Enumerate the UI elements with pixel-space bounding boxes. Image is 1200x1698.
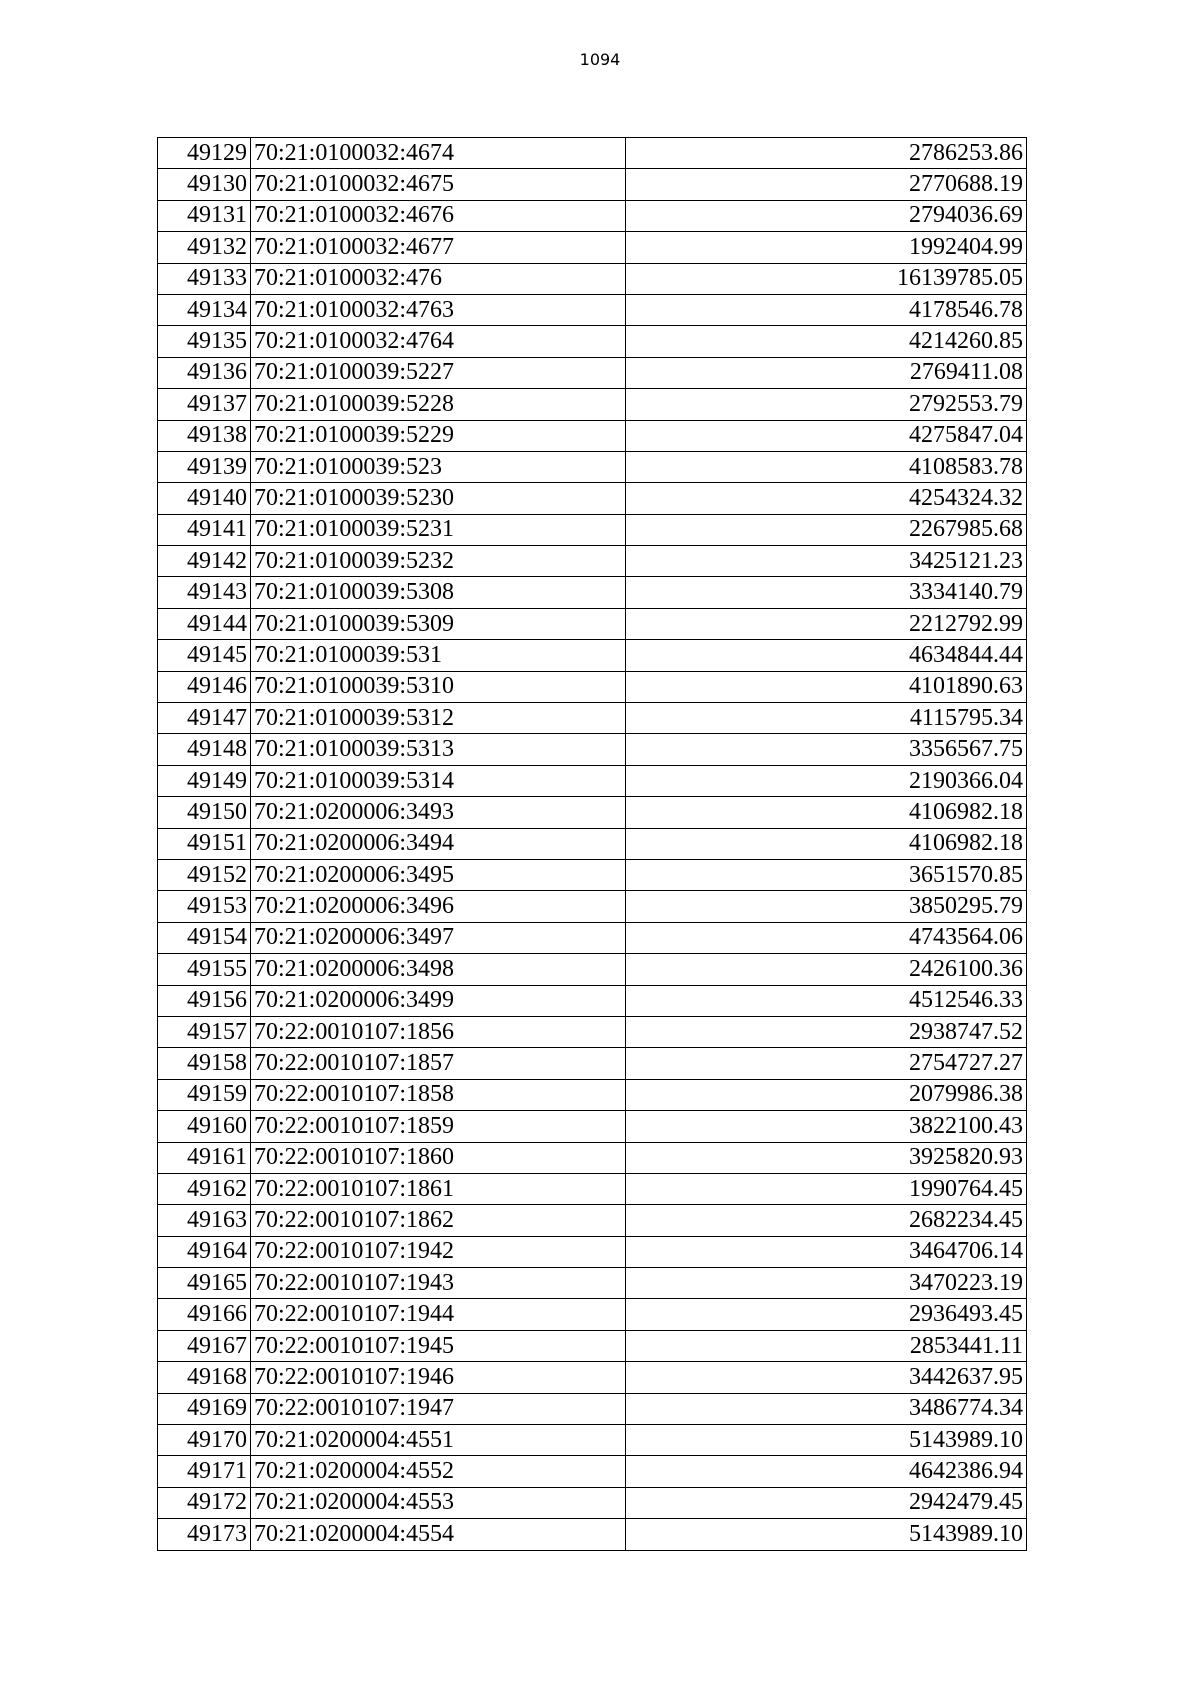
cadastral-number-cell: 70:21:0200006:3495 [251,859,626,890]
table-row [158,954,1027,985]
table-row [158,1519,1027,1550]
value-cell: 4106982.18 [626,828,1027,859]
cadastral-number-cell: 70:21:0100032:4677 [251,232,626,263]
cadastral-number-cell: 70:22:0010107:1862 [251,1205,626,1236]
table-row [158,828,1027,859]
row-number-cell: 49157 [158,1016,251,1047]
row-number-cell: 49153 [158,891,251,922]
cadastral-number-cell: 70:21:0200004:4553 [251,1487,626,1518]
row-number-cell: 49172 [158,1487,251,1518]
value-cell: 2079986.38 [626,1079,1027,1110]
table-row [158,483,1027,514]
row-number-cell: 49144 [158,608,251,639]
row-number-cell: 49132 [158,232,251,263]
row-number-cell: 49170 [158,1425,251,1456]
table-row [158,546,1027,577]
row-number-cell: 49134 [158,294,251,325]
row-number-cell: 49148 [158,734,251,765]
table-row [158,263,1027,294]
value-cell: 2769411.08 [626,357,1027,388]
value-cell: 3651570.85 [626,859,1027,890]
cadastral-number-cell: 70:21:0200006:3496 [251,891,626,922]
data-table [157,137,1027,1551]
table-row [158,1173,1027,1204]
row-number-cell: 49135 [158,326,251,357]
value-cell: 3850295.79 [626,891,1027,922]
table-row [158,765,1027,796]
table-row [158,1205,1027,1236]
row-number-cell: 49152 [158,859,251,890]
cadastral-number-cell: 70:21:0100039:523 [251,451,626,482]
value-cell: 3486774.34 [626,1393,1027,1424]
cadastral-number-cell: 70:21:0100039:5308 [251,577,626,608]
row-number-cell: 49129 [158,138,251,169]
row-number-cell: 49158 [158,1048,251,1079]
row-number-cell: 49165 [158,1268,251,1299]
cadastral-number-cell: 70:21:0100032:476 [251,263,626,294]
cadastral-number-cell: 70:22:0010107:1943 [251,1268,626,1299]
table-row [158,985,1027,1016]
table-row [158,1268,1027,1299]
value-cell: 1990764.45 [626,1173,1027,1204]
table-row [158,577,1027,608]
cadastral-number-cell: 70:21:0100039:5231 [251,514,626,545]
row-number-cell: 49133 [158,263,251,294]
table-row [158,294,1027,325]
table-row [158,608,1027,639]
cadastral-number-cell: 70:21:0200004:4554 [251,1519,626,1550]
cadastral-number-cell: 70:21:0100032:4675 [251,169,626,200]
value-cell: 2190366.04 [626,765,1027,796]
row-number-cell: 49130 [158,169,251,200]
table-row [158,1079,1027,1110]
row-number-cell: 49159 [158,1079,251,1110]
value-cell: 4642386.94 [626,1456,1027,1487]
value-cell: 4254324.32 [626,483,1027,514]
value-cell: 2853441.11 [626,1330,1027,1361]
value-cell: 3464706.14 [626,1236,1027,1267]
table-row [158,138,1027,169]
table-row [158,1330,1027,1361]
table-row [158,891,1027,922]
value-cell: 2426100.36 [626,954,1027,985]
cadastral-number-cell: 70:21:0100039:5310 [251,671,626,702]
table-row [158,1362,1027,1393]
value-cell: 2754727.27 [626,1048,1027,1079]
cadastral-number-cell: 70:21:0100032:4674 [251,138,626,169]
cadastral-number-cell: 70:21:0200004:4552 [251,1456,626,1487]
value-cell: 3822100.43 [626,1111,1027,1142]
value-cell: 2682234.45 [626,1205,1027,1236]
table-row [158,1048,1027,1079]
table-row [158,1487,1027,1518]
table-row [158,200,1027,231]
row-number-cell: 49154 [158,922,251,953]
cadastral-number-cell: 70:21:0100039:5228 [251,389,626,420]
cadastral-number-cell: 70:21:0100032:4763 [251,294,626,325]
row-number-cell: 49145 [158,640,251,671]
cadastral-number-cell: 70:22:0010107:1860 [251,1142,626,1173]
value-cell: 3356567.75 [626,734,1027,765]
cadastral-number-cell: 70:21:0200004:4551 [251,1425,626,1456]
table-row [158,859,1027,890]
value-cell: 4106982.18 [626,797,1027,828]
table-row [158,1142,1027,1173]
cadastral-number-cell: 70:21:0200006:3493 [251,797,626,828]
row-number-cell: 49155 [158,954,251,985]
table-row [158,232,1027,263]
cadastral-number-cell: 70:21:0200006:3499 [251,985,626,1016]
table-row [158,451,1027,482]
row-number-cell: 49140 [158,483,251,514]
value-cell: 3925820.93 [626,1142,1027,1173]
table-row [158,671,1027,702]
row-number-cell: 49138 [158,420,251,451]
value-cell: 4101890.63 [626,671,1027,702]
cadastral-number-cell: 70:21:0100039:5229 [251,420,626,451]
table-row [158,389,1027,420]
row-number-cell: 49143 [158,577,251,608]
value-cell: 5143989.10 [626,1425,1027,1456]
table-row [158,514,1027,545]
value-cell: 3442637.95 [626,1362,1027,1393]
row-number-cell: 49137 [158,389,251,420]
value-cell: 4512546.33 [626,985,1027,1016]
row-number-cell: 49167 [158,1330,251,1361]
cadastral-number-cell: 70:22:0010107:1859 [251,1111,626,1142]
row-number-cell: 49163 [158,1205,251,1236]
row-number-cell: 49147 [158,703,251,734]
cadastral-number-cell: 70:21:0200006:3497 [251,922,626,953]
cadastral-number-cell: 70:21:0100039:5313 [251,734,626,765]
page-number: 1094 [579,50,621,69]
value-cell: 16139785.05 [626,263,1027,294]
row-number-cell: 49151 [158,828,251,859]
table-row [158,169,1027,200]
cadastral-number-cell: 70:21:0100039:5314 [251,765,626,796]
cadastral-number-cell: 70:22:0010107:1942 [251,1236,626,1267]
table-row [158,357,1027,388]
value-cell: 1992404.99 [626,232,1027,263]
row-number-cell: 49160 [158,1111,251,1142]
value-cell: 4743564.06 [626,922,1027,953]
value-cell: 2794036.69 [626,200,1027,231]
cadastral-number-cell: 70:22:0010107:1947 [251,1393,626,1424]
row-number-cell: 49131 [158,200,251,231]
value-cell: 4108583.78 [626,451,1027,482]
value-cell: 4214260.85 [626,326,1027,357]
cadastral-number-cell: 70:21:0100032:4764 [251,326,626,357]
value-cell: 2942479.45 [626,1487,1027,1518]
cadastral-number-cell: 70:21:0200006:3498 [251,954,626,985]
cadastral-number-cell: 70:21:0200006:3494 [251,828,626,859]
cadastral-number-cell: 70:21:0100039:5227 [251,357,626,388]
table-body [158,138,1027,1551]
cadastral-number-cell: 70:21:0100039:531 [251,640,626,671]
cadastral-number-cell: 70:22:0010107:1945 [251,1330,626,1361]
table-row [158,1236,1027,1267]
row-number-cell: 49156 [158,985,251,1016]
value-cell: 3425121.23 [626,546,1027,577]
cadastral-number-cell: 70:21:0100039:5230 [251,483,626,514]
row-number-cell: 49146 [158,671,251,702]
value-cell: 3470223.19 [626,1268,1027,1299]
row-number-cell: 49142 [158,546,251,577]
value-cell: 4634844.44 [626,640,1027,671]
table-row [158,640,1027,671]
cadastral-number-cell: 70:22:0010107:1861 [251,1173,626,1204]
value-cell: 2936493.45 [626,1299,1027,1330]
value-cell: 2938747.52 [626,1016,1027,1047]
row-number-cell: 49139 [158,451,251,482]
value-cell: 2792553.79 [626,389,1027,420]
row-number-cell: 49166 [158,1299,251,1330]
table-row [158,1111,1027,1142]
value-cell: 4115795.34 [626,703,1027,734]
table-row [158,1425,1027,1456]
table-row [158,1393,1027,1424]
cadastral-number-cell: 70:21:0100039:5232 [251,546,626,577]
value-cell: 4178546.78 [626,294,1027,325]
value-cell: 2786253.86 [626,138,1027,169]
cadastral-number-cell: 70:21:0100039:5309 [251,608,626,639]
cadastral-number-cell: 70:22:0010107:1856 [251,1016,626,1047]
row-number-cell: 49149 [158,765,251,796]
table-row [158,797,1027,828]
table-row [158,1016,1027,1047]
row-number-cell: 49173 [158,1519,251,1550]
row-number-cell: 49168 [158,1362,251,1393]
row-number-cell: 49164 [158,1236,251,1267]
table-row [158,1456,1027,1487]
cadastral-number-cell: 70:22:0010107:1857 [251,1048,626,1079]
row-number-cell: 49169 [158,1393,251,1424]
table-row [158,703,1027,734]
value-cell: 4275847.04 [626,420,1027,451]
value-cell: 2267985.68 [626,514,1027,545]
row-number-cell: 49150 [158,797,251,828]
row-number-cell: 49161 [158,1142,251,1173]
cadastral-number-cell: 70:21:0100039:5312 [251,703,626,734]
row-number-cell: 49162 [158,1173,251,1204]
table-row [158,734,1027,765]
row-number-cell: 49141 [158,514,251,545]
cadastral-number-cell: 70:21:0100032:4676 [251,200,626,231]
cadastral-number-cell: 70:22:0010107:1946 [251,1362,626,1393]
cadastral-number-cell: 70:22:0010107:1944 [251,1299,626,1330]
table-row [158,326,1027,357]
value-cell: 3334140.79 [626,577,1027,608]
table-row [158,420,1027,451]
value-cell: 2212792.99 [626,608,1027,639]
table-row [158,922,1027,953]
row-number-cell: 49136 [158,357,251,388]
row-number-cell: 49171 [158,1456,251,1487]
cadastral-number-cell: 70:22:0010107:1858 [251,1079,626,1110]
value-cell: 2770688.19 [626,169,1027,200]
value-cell: 5143989.10 [626,1519,1027,1550]
table-row [158,1299,1027,1330]
